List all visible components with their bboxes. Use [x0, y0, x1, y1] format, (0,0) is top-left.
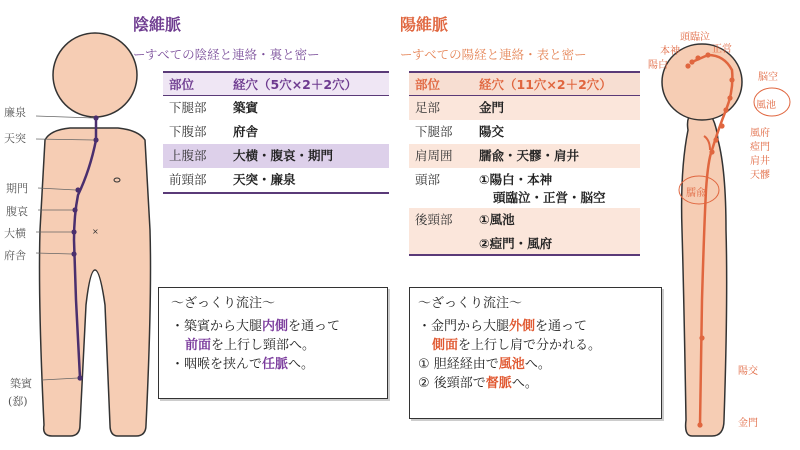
region-cell: 後頸部 [409, 208, 473, 255]
header-region: 部位 [409, 72, 473, 96]
yang-acupoint-table [409, 71, 640, 256]
daheng-point [71, 229, 76, 234]
table-row [163, 168, 389, 193]
label-toulinqi: 頭臨泣 [680, 32, 710, 43]
note-emphasis: 風池 [498, 357, 525, 372]
note-line [418, 336, 651, 355]
note-text: を通って [535, 319, 588, 334]
label-yangbai: 陽白 [648, 60, 668, 71]
note-emphasis: 内側 [262, 319, 289, 334]
table-row [409, 208, 640, 255]
header-points: 経穴（5穴×2＋2穴） [227, 72, 389, 96]
fengchi-point [723, 107, 728, 112]
label-benshen: 本神 [660, 46, 680, 57]
label-fuai: 腹哀 [6, 205, 28, 218]
label-daheng: 大横 [4, 227, 26, 240]
naoshu-point [709, 149, 714, 154]
note-text: ・金門から大腿 [418, 319, 510, 334]
region-cell: 下腹部 [169, 124, 207, 139]
note-line [418, 355, 651, 374]
toulinqi-point [695, 55, 700, 60]
yin-flow-note [158, 287, 388, 399]
tianliao-point [713, 137, 718, 142]
label-yangjiao: 陽交 [738, 366, 758, 377]
yang-flow-note [409, 287, 662, 419]
note-line [418, 374, 651, 393]
note-emphasis: 外側 [509, 319, 536, 334]
yin-title: 陰維脈 [133, 15, 182, 34]
label-naoshu: 臑兪 [686, 188, 706, 199]
note-text: ・築賓から大腿 [171, 319, 263, 334]
label-qimen: 期門 [6, 182, 28, 195]
points-cell: 臑兪・天髎・肩井 [473, 144, 640, 168]
label-jinmen: 金門 [738, 418, 758, 429]
label-fengfu: 風府 [750, 128, 770, 139]
points-cell [473, 208, 640, 255]
fuai-point [72, 207, 77, 212]
note-text: を上行し頸部へ。 [211, 338, 316, 353]
note-text: へ。 [511, 376, 538, 391]
note-emphasis: 側面 [432, 338, 459, 353]
table-row [163, 96, 389, 121]
yang-subtitle: ーすべての陽経と連絡・表と密ー [400, 47, 587, 62]
table-row [409, 120, 640, 144]
header-region: 部位 [163, 72, 227, 96]
region-cell: 足部 [409, 96, 473, 121]
points-line: ②瘂門・風府 [479, 236, 553, 251]
yangjiao-point [699, 335, 704, 340]
region-cell: 上腹部 [163, 144, 227, 168]
note-heading: 〜ざっくり流注〜 [171, 296, 276, 311]
region-cell: 肩周囲 [409, 144, 473, 168]
header-points: 経穴（11穴×2＋2穴） [473, 72, 640, 96]
table-header-row [409, 72, 640, 96]
jinmen-point [697, 422, 702, 427]
note-text: を通って [288, 319, 341, 334]
label-yamen: 瘂門 [750, 142, 770, 153]
points-line: ①風池 [479, 212, 515, 227]
note-emphasis: 任脈 [262, 357, 289, 372]
note-line [171, 317, 377, 336]
naokong-point [729, 77, 734, 82]
points-cell: 大横・腹哀・期門 [227, 144, 389, 168]
label-tiantu: 天突 [4, 132, 26, 145]
label-jianjing: 肩井 [750, 156, 770, 167]
cross-mark: × [92, 227, 99, 236]
region-cell: 前頸部 [169, 172, 207, 187]
fushe-point [71, 251, 76, 256]
note-heading: 〜ざっくり流注〜 [418, 296, 523, 311]
label-naokong: 脳空 [758, 72, 778, 83]
points-line: 頭臨泣・正営・脳空 [493, 190, 606, 205]
table-row [163, 120, 389, 144]
renquan-point [93, 115, 98, 120]
label-renquan: 廉泉 [4, 106, 26, 119]
zhubin-point [77, 375, 82, 380]
note-text: ・咽喉を挟んで [171, 357, 263, 372]
note-line [171, 336, 377, 355]
yin-subtitle: ーすべての陰経と連絡・裏と密ー [133, 47, 320, 62]
label-zhubin: 築賓 [10, 377, 32, 390]
label-fengchi: 風池 [756, 100, 776, 111]
tiantu-point [93, 137, 98, 142]
points-line: ①陽白・本神 [479, 172, 553, 187]
points-cell [473, 168, 640, 208]
label-zhengying: 正営 [712, 44, 732, 55]
yangbai-point [685, 63, 690, 68]
note-emphasis: 督脈 [485, 376, 512, 391]
label-zhubin-sub: (郄) [8, 395, 28, 408]
label-fushe: 府舎 [4, 249, 26, 262]
jianjing-point [719, 123, 724, 128]
points-cell: 金門 [473, 96, 640, 121]
zhengying-point [705, 52, 710, 57]
table-row [409, 96, 640, 121]
note-line [171, 355, 377, 374]
region-cell: 頭部 [415, 172, 441, 187]
points-cell: 府舎 [233, 124, 259, 139]
benshen-point [689, 59, 694, 64]
table-row [409, 144, 640, 168]
note-text: ② 後頸部で [418, 376, 486, 391]
note-text: へ。 [288, 357, 315, 372]
note-emphasis: 前面 [185, 338, 212, 353]
points-cell: 築賓 [233, 100, 259, 115]
yang-title: 陽維脈 [400, 15, 449, 34]
yang-body-figure [660, 0, 800, 450]
note-text: を上行し肩で分かれる。 [458, 338, 602, 353]
fengfu-point [727, 95, 732, 100]
table-row [409, 168, 640, 208]
qimen-point [75, 187, 80, 192]
table-header-row [163, 72, 389, 96]
region-cell: 下腿部 [169, 100, 207, 115]
table-row [163, 144, 389, 168]
yin-acupoint-table [163, 71, 389, 194]
note-text: ① 胆経経由で [418, 357, 499, 372]
note-line [418, 317, 651, 336]
region-cell: 下腿部 [415, 124, 453, 139]
points-cell: 陽交 [479, 124, 505, 139]
note-text: へ。 [524, 357, 551, 372]
points-cell: 天突・廉泉 [233, 172, 296, 187]
label-tianliao: 天髎 [750, 170, 770, 181]
